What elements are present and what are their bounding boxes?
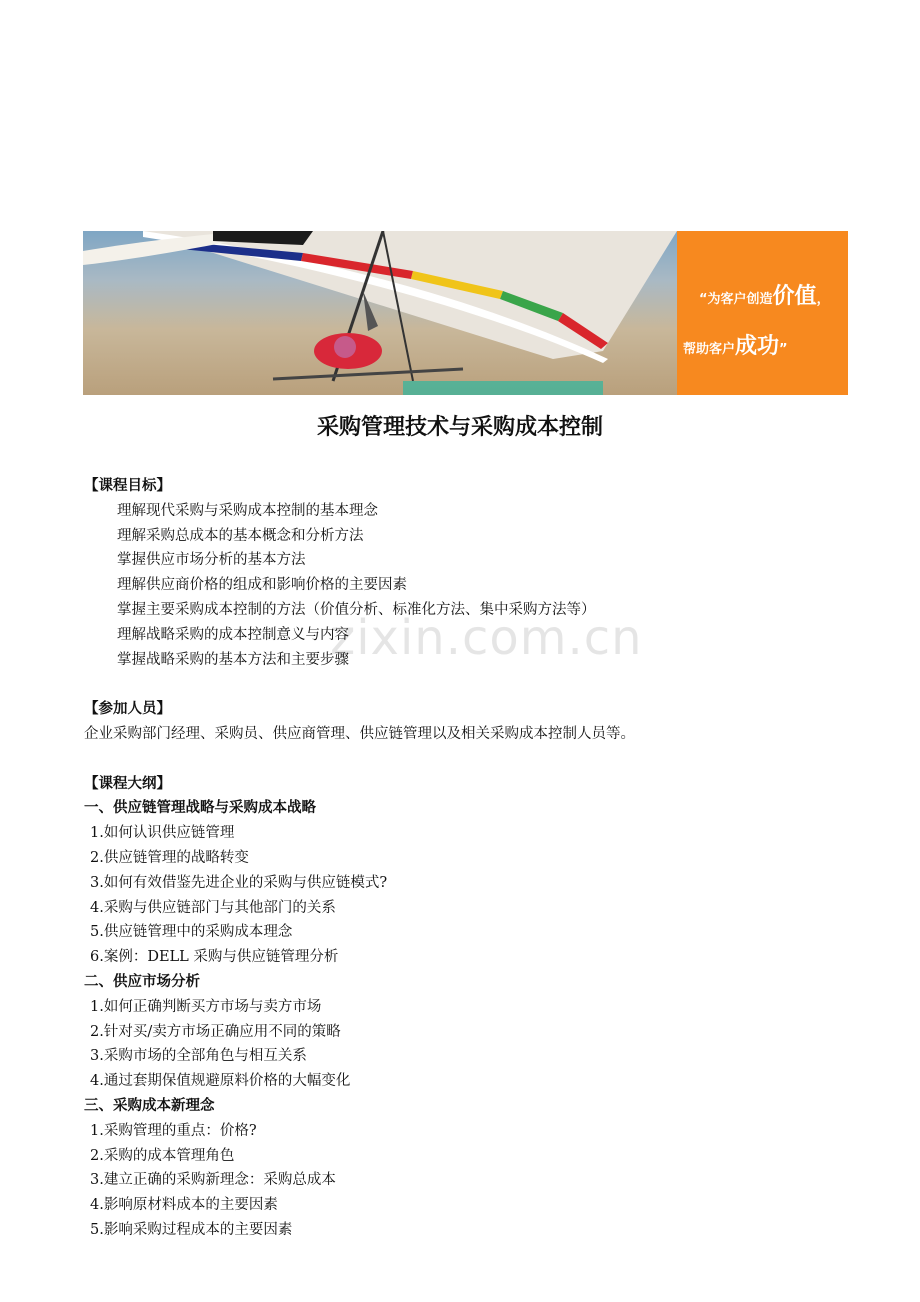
slogan-panel [677, 231, 848, 395]
goal-item: 掌握主要采购成本控制的方法（价值分析、标准化方法、集中采购方法等） [117, 601, 596, 618]
section-title: 三、采购成本新理念 [84, 1097, 215, 1114]
outline-item: 5.影响采购过程成本的主要因素 [90, 1221, 293, 1238]
outline-item: 2.针对买/卖方市场正确应用不同的策略 [90, 1023, 341, 1040]
outline-item: 3.采购市场的全部角色与相互关系 [90, 1048, 307, 1065]
outline-item: 3.建立正确的采购新理念：采购总成本 [90, 1172, 336, 1189]
outline-item: 2.供应链管理的战略转变 [90, 849, 249, 866]
spacer [84, 672, 874, 697]
outline-item: 4.采购与供应链部门与其他部门的关系 [90, 899, 336, 916]
goal-item: 掌握战略采购的基本方法和主要步骤 [117, 651, 349, 668]
slogan-line-2: 帮助客户成功” [683, 334, 788, 359]
hang-glider-photo [83, 231, 677, 395]
course-content [84, 474, 874, 1243]
outline-item: 6.案例：DELL 采购与供应链管理分析 [90, 949, 339, 966]
outline-item: 4.通过套期保值规避原料价格的大幅变化 [90, 1073, 351, 1090]
page-title: 采购管理技术与采购成本控制 [316, 415, 603, 440]
goals-heading: 【课程目标】 [84, 478, 171, 494]
goal-item: 掌握供应市场分析的基本方法 [117, 552, 306, 569]
slogan-line-1: “为客户创造价值， [699, 284, 830, 309]
watermark: zixin.com.cn [330, 610, 643, 666]
outline-item: 5.供应链管理中的采购成本理念 [90, 924, 293, 941]
outline-item: 1.采购管理的重点：价格? [90, 1122, 257, 1139]
outline-item: 1.如何认识供应链管理 [90, 825, 235, 842]
outline-item: 4.影响原材料成本的主要因素 [90, 1197, 278, 1214]
section-title: 二、供应市场分析 [84, 973, 200, 990]
outline-item: 2.采购的成本管理角色 [90, 1147, 235, 1164]
goal-item: 理解战略采购的成本控制意义与内容 [117, 626, 349, 643]
spacer [84, 747, 874, 772]
participants-heading: 【参加人员】 [84, 701, 171, 718]
outline-heading: 【课程大纲】 [84, 775, 171, 792]
goal-item: 理解供应商价格的组成和影响价格的主要因素 [117, 577, 407, 594]
section-title: 一、供应链管理战略与采购成本战略 [84, 800, 316, 817]
header-banner [83, 231, 848, 395]
participants-text: 企业采购部门经理、采购员、供应商管理、供应链管理以及相关采购成本控制人员等。 [84, 725, 635, 742]
goal-item: 理解现代采购与采购成本控制的基本理念 [117, 502, 378, 519]
outline-item: 3.如何有效借鉴先进企业的采购与供应链模式? [90, 874, 388, 891]
outline-item: 1.如何正确判断买方市场与卖方市场 [90, 998, 322, 1015]
goal-item: 理解采购总成本的基本概念和分析方法 [117, 527, 364, 544]
